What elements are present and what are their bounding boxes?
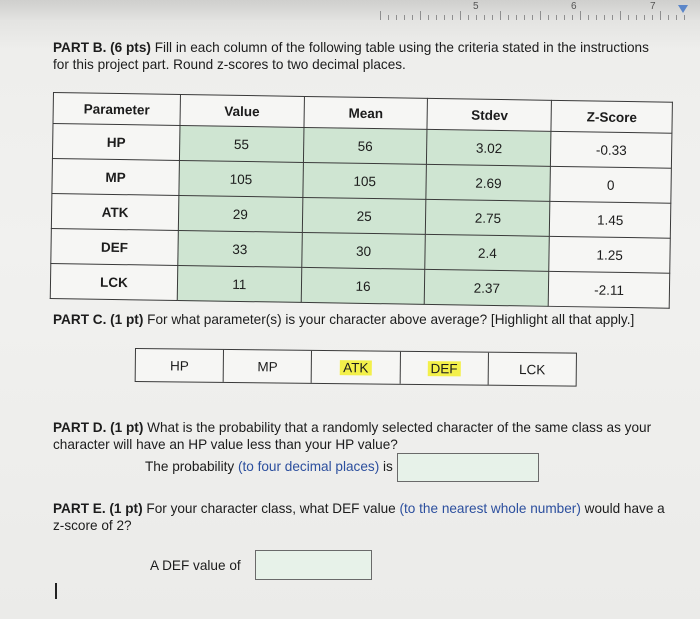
ruler-tick <box>676 15 677 20</box>
cell-parameter: LCK <box>50 263 177 300</box>
ruler-tick <box>412 15 413 20</box>
text-cursor <box>55 583 57 599</box>
ruler-tick <box>476 15 477 20</box>
ruler-tick <box>484 15 485 20</box>
ruler-tick <box>452 15 453 20</box>
cell-stdev[interactable]: 2.69 <box>426 164 550 201</box>
def-value-answer-box[interactable] <box>255 550 372 580</box>
ruler-tick <box>548 15 549 20</box>
parameter-options <box>135 348 577 387</box>
option-atk[interactable] <box>312 351 401 384</box>
ruler-tick <box>444 15 445 20</box>
cell-stdev[interactable]: 2.4 <box>425 234 549 271</box>
part-d-prompt-suffix: is <box>379 459 393 474</box>
cell-zscore[interactable]: 0 <box>550 166 671 203</box>
ruler-tick <box>532 15 533 20</box>
part-d-prompt-prefix: The probability <box>145 459 238 474</box>
ruler-tick <box>684 15 685 20</box>
header-zscore: Z-Score <box>551 100 672 133</box>
part-b-text: for this project part. Round z-scores to two decimal places. <box>53 57 406 72</box>
ruler-tick <box>516 15 517 20</box>
cell-stdev[interactable]: 3.02 <box>427 129 551 166</box>
ruler-tick <box>468 15 469 20</box>
ruler-number: 6 <box>571 1 577 12</box>
ruler-tick <box>620 11 621 20</box>
cell-mean[interactable]: 105 <box>303 162 427 199</box>
cell-mean[interactable]: 16 <box>301 267 425 304</box>
option-label: LCK <box>519 361 546 377</box>
part-c-label: PART C. (1 pt) <box>53 312 144 327</box>
option-mp[interactable] <box>224 350 313 383</box>
part-e-label: PART E. (1 pt) <box>53 501 143 516</box>
option-label: HP <box>169 357 189 374</box>
ruler-tick <box>636 15 637 20</box>
part-c-paragraph <box>53 311 683 328</box>
ruler-tick <box>428 15 429 20</box>
ruler-tick <box>508 15 509 20</box>
cell-zscore[interactable]: 1.45 <box>550 201 671 238</box>
ruler-marker-icon[interactable] <box>678 5 688 13</box>
header-mean: Mean <box>304 96 428 129</box>
cell-parameter: DEF <box>51 228 178 265</box>
option-label-highlighted: ATK <box>340 360 371 375</box>
part-b-text: Fill in each column of the following table using the criteria stated in the instructions <box>150 40 649 55</box>
cell-mean[interactable]: 25 <box>302 197 426 234</box>
ruler-tick <box>660 11 661 20</box>
ruler-tick <box>596 15 597 20</box>
ruler-tick <box>604 15 605 20</box>
cell-parameter: HP <box>52 124 179 161</box>
cell-stdev[interactable]: 2.75 <box>426 199 550 236</box>
ruler-number: 7 <box>650 1 656 12</box>
part-c-text: For what parameter(s) is your character above average? [Highlight all that apply.] <box>143 312 635 327</box>
ruler-tick <box>460 11 461 20</box>
part-b-label: PART B. (6 pts) <box>53 40 151 55</box>
part-e-text: z-score of 2? <box>53 518 132 533</box>
part-e-paragraph <box>53 500 683 534</box>
ruler-tick <box>436 15 437 20</box>
part-d-text: character will have an HP value less than your HP value? <box>53 437 398 452</box>
part-e-note: (to the nearest whole number) <box>399 501 581 516</box>
part-d-paragraph <box>53 419 683 453</box>
option-label: MP <box>257 358 278 374</box>
cell-mean[interactable]: 56 <box>303 127 427 164</box>
part-e-text: would have a <box>580 501 665 516</box>
header-value: Value <box>180 95 304 128</box>
cell-zscore[interactable]: -2.11 <box>548 271 669 308</box>
ruler-tick <box>588 15 589 20</box>
part-d-prompt-note: (to four decimal places) <box>237 459 380 474</box>
option-lck[interactable] <box>488 353 576 386</box>
header-stdev: Stdev <box>427 98 551 131</box>
part-d-text: What is the probability that a randomly selected character of the same class as your <box>143 420 652 435</box>
cell-zscore[interactable]: 1.25 <box>549 236 670 273</box>
ruler-tick <box>500 11 501 20</box>
ruler-tick <box>380 11 381 20</box>
ruler-tick <box>612 15 613 20</box>
part-e-prompt: A DEF value of <box>150 558 241 573</box>
ruler-tick <box>628 15 629 20</box>
part-b-paragraph <box>53 39 683 73</box>
ruler-tick <box>420 11 421 20</box>
parameter-table <box>50 92 673 309</box>
cell-mean[interactable]: 30 <box>301 232 425 269</box>
part-d-prompt <box>145 458 393 475</box>
ruler-tick <box>572 15 573 20</box>
ruler-tick <box>668 15 669 20</box>
ruler-tick <box>388 15 389 20</box>
ruler-tick <box>396 15 397 20</box>
cell-value[interactable]: 55 <box>179 125 303 162</box>
cell-value[interactable]: 11 <box>177 265 301 302</box>
part-e-text: For your character class, what DEF value <box>142 501 400 516</box>
ruler-tick <box>652 15 653 20</box>
ruler-tick <box>556 15 557 20</box>
cell-value[interactable]: 29 <box>178 195 302 232</box>
cell-zscore[interactable]: -0.33 <box>551 131 672 168</box>
probability-answer-box[interactable] <box>397 453 539 482</box>
ruler-number: 5 <box>473 1 479 12</box>
cell-value[interactable]: 105 <box>179 160 303 197</box>
ruler <box>0 0 700 20</box>
ruler-tick <box>492 15 493 20</box>
option-def[interactable] <box>400 352 489 385</box>
cell-parameter: MP <box>52 158 179 195</box>
option-hp[interactable] <box>136 349 225 382</box>
option-label-highlighted: DEF <box>427 361 460 376</box>
part-d-label: PART D. (1 pt) <box>53 420 144 435</box>
ruler-tick <box>404 15 405 20</box>
ruler-tick <box>564 15 565 20</box>
cell-stdev[interactable]: 2.37 <box>425 269 549 306</box>
cell-value[interactable]: 33 <box>178 230 302 267</box>
ruler-tick <box>540 11 541 20</box>
cell-parameter: ATK <box>51 193 178 230</box>
header-parameter: Parameter <box>53 93 180 126</box>
ruler-tick <box>524 15 525 20</box>
ruler-tick <box>580 11 581 20</box>
ruler-tick <box>644 15 645 20</box>
